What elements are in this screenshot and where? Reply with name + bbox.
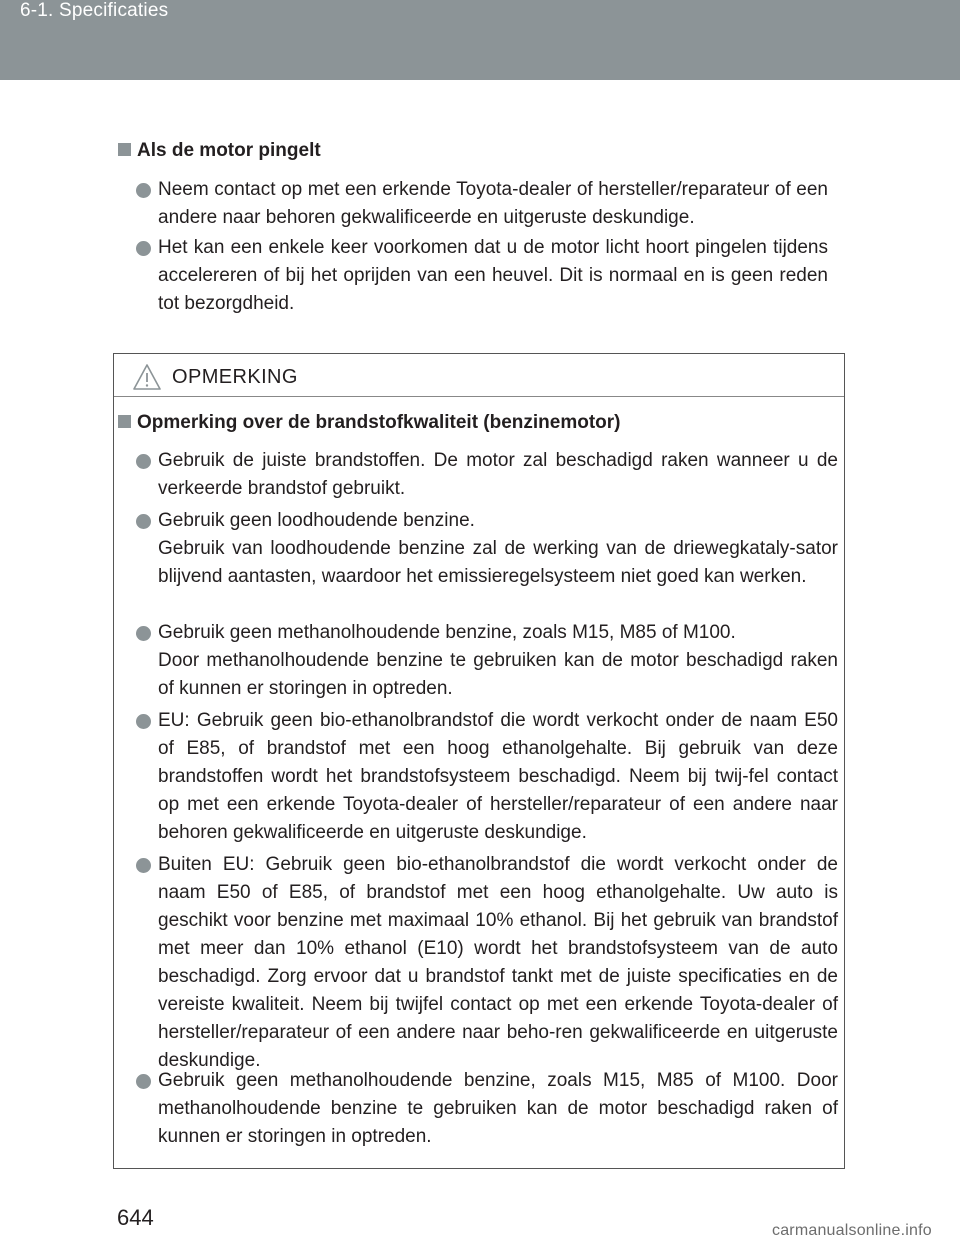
notice-heading <box>118 412 621 434</box>
section-label: 6-1. Specificaties <box>20 0 169 21</box>
bullet-text: Gebruik de juiste brandstoffen. De motor zal beschadigd raken wanneer u de verkeerde brandstof gebruikt. <box>158 450 838 499</box>
header-bar <box>0 0 960 80</box>
bullet-dot-icon <box>136 714 151 729</box>
square-bullet-icon <box>118 143 131 156</box>
square-bullet-icon <box>118 415 131 428</box>
bullet-text-continued: Door methanolhoudende benzine te gebruiken kan de motor beschadigd raken of kunnen er storingen in optreden. <box>158 650 838 699</box>
list-item <box>158 234 828 318</box>
bullet-text: Buiten EU: Gebruik geen bio-ethanolbrandstof die wordt verkocht onder de naam E50 of E85, of brandstof met een hoog ethanolgehalte. Uw auto is geschikt voor benzine met maximaal 10% ethanol. Bij het gebruik van brandstof met meer dan 10% ethanol (E10) wordt het brandstofsysteem van de auto beschadigd. Zorg ervoor dat u brandstof tankt met de juiste specificaties en de vereiste kwaliteit. Neem bij twijfel contact op met een erkende Toyota-dealer of hersteller/reparateur of een andere naar beho-ren gekwalificeerde en uitgeruste deskundige. <box>158 854 838 1071</box>
bullet-dot-icon <box>136 241 151 256</box>
list-item <box>158 707 838 847</box>
notice-heading-text: Opmerking over de brandstofkwaliteit (benzinemotor) <box>137 412 621 433</box>
list-item <box>158 851 838 1075</box>
bullet-text: Gebruik geen methanolhoudende benzine, zoals M15, M85 of M100. Door methanolhoudende benzine te gebruiken kan de motor beschadigd raken of kunnen er storingen in optreden. <box>158 1070 838 1147</box>
bullet-text-continued: Gebruik van loodhoudende benzine zal de werking van de driewegkataly-sator blijvend aantasten, waardoor het emissieregelsysteem niet goed kan werken. <box>158 538 838 587</box>
list-item <box>158 176 828 232</box>
bullet-text: Gebruik geen loodhoudende benzine. <box>158 510 475 531</box>
page-number: 644 <box>117 1205 154 1230</box>
list-item <box>158 619 838 703</box>
section-heading-text: Als de motor pingelt <box>137 140 321 161</box>
bullet-dot-icon <box>136 454 151 469</box>
notice-title-row <box>114 354 844 397</box>
section-heading <box>118 140 321 162</box>
bullet-dot-icon <box>136 626 151 641</box>
bullet-dot-icon <box>136 858 151 873</box>
watermark-text: carmanualsonline.info <box>772 1222 932 1239</box>
bullet-dot-icon <box>136 514 151 529</box>
bullet-text: Het kan een enkele keer voorkomen dat u de motor licht hoort pingelen tijdens accelereren of bij het oprijden van een heuvel. Dit is normaal en is geen reden tot bezorgdheid. <box>158 237 828 314</box>
warning-triangle-icon <box>132 363 162 391</box>
bullet-text: EU: Gebruik geen bio-ethanolbrandstof die wordt verkocht onder de naam E50 of E85, of brandstof met een hoog ethanolgehalte. Bij gebruik van deze brandstoffen wordt het brandstofsysteem beschadigd. Neem bij twij-fel contact op met een erkende Toyota-dealer of hersteller/reparateur of een andere naar behoren gekwalificeerde en uitgeruste deskundige. <box>158 710 838 843</box>
bullet-text: Neem contact op met een erkende Toyota-dealer of hersteller/reparateur of een andere naar behoren gekwalificeerde en uitgeruste deskundige. <box>158 179 828 228</box>
bullet-text: Gebruik geen methanolhoudende benzine, zoals M15, M85 of M100. <box>158 622 736 643</box>
list-item <box>158 1067 838 1151</box>
bullet-dot-icon <box>136 1074 151 1089</box>
bullet-dot-icon <box>136 183 151 198</box>
notice-title: OPMERKING <box>172 366 298 388</box>
list-item <box>158 447 838 503</box>
list-item <box>158 507 838 591</box>
